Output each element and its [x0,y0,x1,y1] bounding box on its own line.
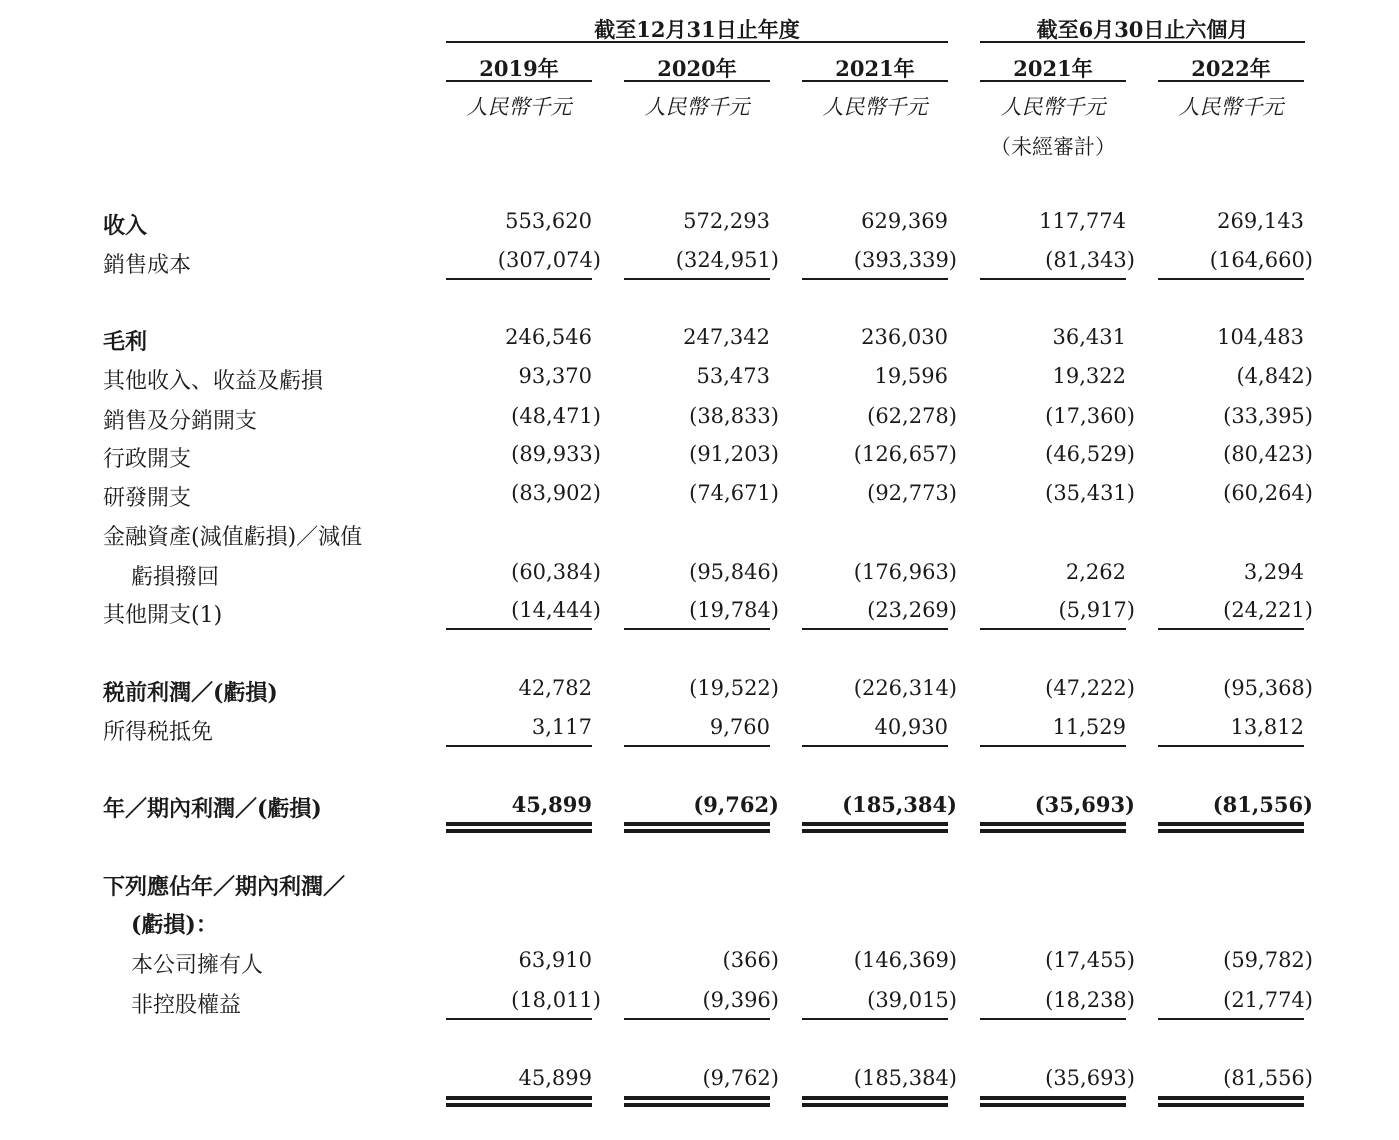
row-label: 金融資產(減值虧損)／減值 [103,525,363,550]
row-value: 2,262 [1065,560,1126,584]
row-value: (366) [722,948,779,972]
total-double-underline [624,1096,770,1100]
column-note: （未經審計） [990,135,1116,159]
subtotal-underline [1158,745,1304,747]
row-label: 銷售及分銷開支 [103,409,258,434]
row-value: (21,774) [1223,988,1313,1012]
row-value: (185,384) [853,1066,957,1090]
row-value: (60,264) [1223,481,1313,505]
row-value: 104,483 [1217,325,1304,349]
row-label: 毛利 [103,329,148,355]
column-unit: 人民幣千元 [466,95,572,119]
column-year: 2019年 [479,56,559,81]
row-value: (62,278) [867,404,957,428]
row-value: (9,396) [702,988,779,1012]
row-value: (307,074) [497,248,601,272]
subtotal-underline [802,745,948,747]
row-value: (89,933) [511,442,601,466]
row-value: (393,339) [853,248,957,272]
row-value: (9,762) [702,1066,779,1090]
row-value: 553,620 [505,209,592,233]
row-value: (126,657) [853,442,957,466]
column-year: 2021年 [835,56,915,81]
subtotal-underline [802,1018,948,1020]
row-value: (18,238) [1045,988,1135,1012]
row-value: (185,384) [842,792,957,817]
row-value: (80,423) [1223,442,1313,466]
row-value: (95,846) [689,560,779,584]
group-header-annual: 截至12月31日止年度 [594,17,800,42]
row-value: (23,269) [867,598,957,622]
row-value: 269,143 [1217,209,1304,233]
total-double-underline [446,822,592,826]
row-value: (38,833) [689,404,779,428]
group-header-interim: 截至6月30日止六個月 [1036,17,1249,42]
row-value: 93,370 [518,364,592,388]
row-label: 銷售成本 [103,253,192,278]
row-value: (35,693) [1045,1066,1135,1090]
subtotal-underline [1158,628,1304,630]
subtotal-underline [802,628,948,630]
row-value: (33,395) [1223,404,1313,428]
row-value: 13,812 [1230,715,1304,739]
row-label: (虧損)： [131,912,218,938]
column-header-rule [446,80,592,82]
total-double-underline [802,822,948,826]
total-double-underline [1158,1096,1304,1100]
subtotal-underline [446,1018,592,1020]
total-double-underline [1158,822,1304,826]
column-unit: 人民幣千元 [822,95,928,119]
row-value: 246,546 [505,325,592,349]
row-value: 9,760 [709,715,770,739]
group-rule-interim [980,41,1305,43]
column-header-rule [980,80,1126,82]
row-value: (35,431) [1045,481,1135,505]
subtotal-underline [1158,278,1304,280]
row-value: 247,342 [683,325,770,349]
row-value: (48,471) [511,404,601,428]
row-value: (81,343) [1045,248,1135,272]
row-value: 3,294 [1243,560,1304,584]
row-value: (18,011) [511,988,601,1012]
row-value: (24,221) [1223,598,1313,622]
row-value: (9,762) [693,792,779,817]
subtotal-underline [1158,1018,1304,1020]
row-value: (35,693) [1034,792,1135,817]
row-value: 3,117 [531,715,592,739]
column-header-rule [624,80,770,82]
subtotal-underline [446,278,592,280]
subtotal-underline [624,628,770,630]
row-label: 其他收入、收益及虧損 [103,369,324,394]
row-value: 117,774 [1039,209,1126,233]
row-value: (226,314) [853,676,957,700]
row-label: 所得税抵免 [103,720,214,745]
row-value: 42,782 [518,676,592,700]
subtotal-underline [446,745,592,747]
column-year: 2020年 [657,56,737,81]
row-value: 11,529 [1052,715,1126,739]
row-label: 税前利潤／(虧損) [103,680,278,706]
row-label: 研發開支 [103,486,192,511]
row-value: (146,369) [853,948,957,972]
subtotal-underline [980,628,1126,630]
row-value: (19,522) [689,676,779,700]
row-value: (39,015) [867,988,957,1012]
row-value: (17,360) [1045,404,1135,428]
row-value: 629,369 [861,209,948,233]
row-value: 53,473 [696,364,770,388]
row-label: 行政開支 [103,447,192,472]
row-value: (47,222) [1045,676,1135,700]
row-value: (92,773) [867,481,957,505]
row-value: (46,529) [1045,442,1135,466]
row-value: (81,556) [1212,792,1313,817]
total-double-underline [980,822,1126,826]
row-label: 收入 [103,213,148,239]
row-value: (14,444) [511,598,601,622]
subtotal-underline [624,745,770,747]
subtotal-underline [980,278,1126,280]
subtotal-underline [980,745,1126,747]
column-unit: 人民幣千元 [1178,95,1284,119]
column-year: 2022年 [1191,56,1271,81]
row-value: 236,030 [861,325,948,349]
row-value: (59,782) [1223,948,1313,972]
row-value: (324,951) [675,248,779,272]
row-label: 年／期內利潤／(虧損) [103,796,322,822]
column-year: 2021年 [1013,56,1093,81]
row-value: (17,455) [1045,948,1135,972]
column-header-rule [802,80,948,82]
row-label: 本公司擁有人 [131,953,264,978]
row-value: 36,431 [1052,325,1126,349]
column-unit: 人民幣千元 [1000,95,1106,119]
row-value: 19,322 [1052,364,1126,388]
total-double-underline [802,1096,948,1100]
row-value: (60,384) [511,560,601,584]
row-label: 虧損撥回 [131,565,220,590]
total-double-underline [446,1096,592,1100]
row-label: 其他開支(1) [103,603,223,628]
column-header-rule [1158,80,1304,82]
row-value: (4,842) [1236,364,1313,388]
group-rule-annual [446,41,948,43]
row-label: 非控股權益 [131,993,242,1018]
row-value: (95,368) [1223,676,1313,700]
row-value: (19,784) [689,598,779,622]
subtotal-underline [802,278,948,280]
row-value: (176,963) [853,560,957,584]
row-value: (81,556) [1223,1066,1313,1090]
row-value: 572,293 [683,209,770,233]
row-value: (83,902) [511,481,601,505]
total-double-underline [624,822,770,826]
subtotal-underline [446,628,592,630]
row-value: 45,899 [518,1066,592,1090]
row-label: 下列應佔年／期內利潤／ [103,874,346,900]
row-value: (91,203) [689,442,779,466]
subtotal-underline [624,1018,770,1020]
row-value: 40,930 [874,715,948,739]
row-value: 45,899 [511,792,592,817]
row-value: (164,660) [1209,248,1313,272]
subtotal-underline [624,278,770,280]
subtotal-underline [980,1018,1126,1020]
total-double-underline [980,1096,1126,1100]
row-value: (5,917) [1058,598,1135,622]
row-value: 19,596 [874,364,948,388]
column-unit: 人民幣千元 [644,95,750,119]
row-value: (74,671) [689,481,779,505]
row-value: 63,910 [518,948,592,972]
